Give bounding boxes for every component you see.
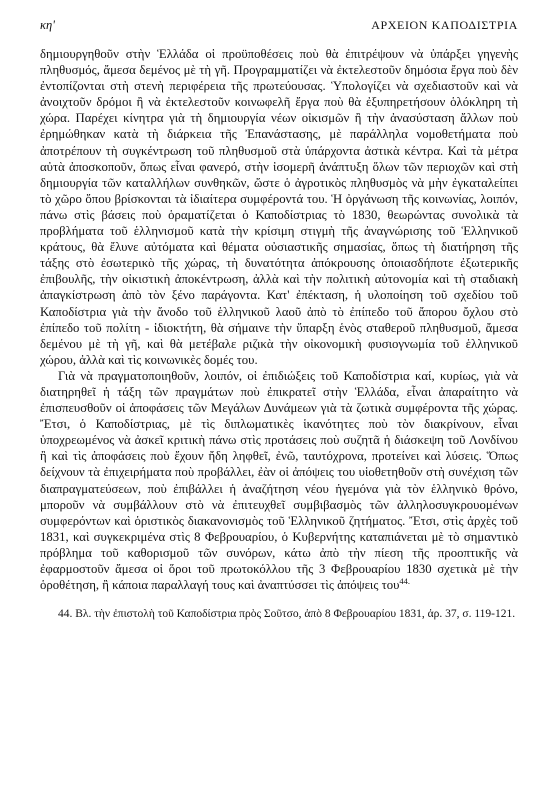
paragraph-2: [40, 368, 518, 593]
paragraph-1: δημιουργηθοῦν στὴν Ἑλλάδα οἱ προϋποθέσεις ποὺ θὰ ἐπιτρέψουν νὰ ὑπάρξει γηγενὴς πληθυσμός, ἄμεσα δεμένος μὲ τὴ γῆ. Προγραμματίζει νὰ ἐκτελεστοῦν δημόσια ἔργα ποὺ δὲν ἐντοπίζονται στὴ στενὴ περιφέρεια τῆς πρωτεύουσας. Ὑπολογίζει νὰ σχεδιαστοῦν καὶ νὰ ἀνοιχτοῦν δρόμοι ἢ νὰ ἐκτελεστοῦν κοινωφελῆ ἔργα ποὺ θὰ ἐξυπηρετήσουν ὁλόκληρη τὴ χώρα. Παρέχει κίνητρα γιὰ τὴ δημιουργία νέων οἰκισμῶν ἢ τὴν ἀνασύσταση ἄλλων ποὺ ἐρημώθηκαν κατὰ τὴ διάρκεια τῆς Ἐπανάστασης, μὲ παράλληλα νομοθετήματα ποὺ ἀποτρέπουν τὴ συγκέντρωση τοῦ πληθυσμοῦ στὰ ὑπάρχοντα ἀστικὰ κέντρα. Καὶ τὰ μέτρα αὐτὰ ἀποσκοποῦν, ὅπως εἶναι φανερό, στὴν ἰσομερῆ ἀνάπτυξη ὅλων τῶν περιοχῶν καὶ στὴ δημιουργία τῶν καταλλήλων συνθηκῶν, ὥστε ὁ ἀγροτικὸς πληθυσμὸς νὰ μὴν ἐγκαταλείπει τὸ χῶρο ὅπου βρίσκονται τὰ ἰδιαίτερα συμφέροντά του. Ἡ ὀργάνωση τῆς κοινωνίας, λοιπόν, πάνω στὶς βάσεις ποὺ ὁραματίζεται ὁ Καποδίστριας τὸ 1830, θεωρώντας συνολικὰ τὰ προβλήματα τοῦ ἑλληνισμοῦ κατὰ τὴν κρίσιμη στιγμὴ τῆς ἀναγνώρισης τοῦ Ἑλληνικοῦ κράτους, θὰ ἔλυνε αὐτόματα καὶ θέματα οὐσιαστικῆς σημασίας, ὅπως τὴ διατήρηση τῆς τάξης στὸ ἐσωτερικὸ τῆς χώρας, τὴ δυνατότητα ἀπόκρουσης ὁποιασδήποτε ἐξωτερικῆς ἐπιβουλῆς, τὴν οἰκιστικὴ ἀποκέντρωση, ἀλλὰ καὶ τὴν πολιτικὴ αὐτονομία καὶ τὴ σταδιακὴ ἀπαγκίστρωση ἀπὸ τὸν ξένο παράγοντα. Κατ' ἐπέκταση, ἡ υλοποίηση τοῦ σχεδίου τοῦ Καποδίστρια γιὰ τὴν ἄνοδο τοῦ ἑλληνικοῦ λαοῦ ἀπὸ τὸ ἐπίπεδο τοῦ ἄπορου ὄχλου στὸ ἐπίπεδο τοῦ πολίτη - ἰδιοκτήτη, θὰ σήμαινε τὴν ὕπαρξη ἑνὸς σταθεροῦ πληθυσμοῦ, ἄμεσα δεμένου μὲ τὴ γῆ, καὶ θὰ μετέβαλε ριζικὰ τὴν οἰκονομικὴ φυσιογνωμία τοῦ ἑλληνικοῦ χώρου, ἀλλὰ καὶ τὶς κοινωνικὲς δομές του.: [40, 47, 518, 367]
document-page: [40, 16, 518, 788]
footnote-44: 44. Βλ. τὴν ἐπιστολὴ τοῦ Καποδίστρια πρὸς Σοῦτσο, ἀπὸ 8 Φεβρουαρίου 1831, ἀρ. 37, σ. 119-121.: [58, 608, 516, 621]
running-title: ΑΡΧΕΙΟΝ ΚΑΠΟΔΙΣΤΡΙΑ: [371, 18, 518, 32]
page-number: κη': [40, 18, 55, 32]
footnotes: [40, 607, 518, 622]
page-header: [40, 16, 518, 38]
paragraph-2-text: Γιὰ νὰ πραγματοποιηθοῦν, λοιπόν, οἱ ἐπιδιώξεις τοῦ Καποδίστρια καί, κυρίως, γιὰ νὰ διατηρηθεῖ ἡ τάξη τῶν πραγμάτων ποὺ ἐπικρατεῖ στὴν Ἑλλάδα, εἶναι ἀπαραίτητο νὰ ἐπισπευσθοῦν οἱ ἀποφάσεις τῶν Μεγάλων Δυνάμεων γιὰ τὰ ζωτικὰ συμφέροντα τῆς χώρας. Ἔτσι, ὁ Καποδίστριας, μὲ τὶς διπλωματικὲς ἱκανότητες ποὺ τὸν διακρίνουν, εἶναι ὑποχρεωμένος νὰ ἀσκεῖ κριτικὴ πάνω στὶς προτάσεις ποὺ συζητᾶ ἡ διάσκεψη τοῦ Λονδίνου ἢ καὶ τὶς ἀποφάσεις ποὺ ἔχουν ἤδη ληφθεῖ, ἐνῶ, ταυτόχρονα, προτείνει καὶ λύσεις. Ὅπως δείχνουν τὰ ἐπιχειρήματα ποὺ προβάλλει, ἐὰν οἱ ἀπόψεις του υἱοθετηθοῦν στὴ συνέχιση τῶν διαπραγματεύσεων, ποὺ ἐπιβάλλει ἡ ἀναζήτηση νέου ἡγεμόνα γιὰ τὸν ἑλληνικὸ θρόνο, μποροῦν νὰ συμβάλλουν στὸ νὰ ἐπιτευχθεῖ συμβιβασμὸς τῶν ἀλληλοσυγκρουομένων συμφερόντων καὶ ὁριστικὸς διακανονισμὸς τοῦ Ἑλληνικοῦ ζητήματος. Ἔτσι, στὶς ἀρχὲς τοῦ 1831, καὶ συγκεκριμένα στὶς 8 Φεβρουαρίου, ὁ Κυβερνήτης καταπιάνεται μὲ τὸ σημαντικὸ πρόβλημα τοῦ καθορισμοῦ τῶν συνόρων, κάτω ἀπὸ τὴν πίεση τῆς προοπτικῆς νὰ ἐφαρμοστοῦν ἄμεσα οἱ ὅροι τοῦ πρωτοκόλλου τῆς 3 Φεβρουαρίου 1830 σχετικὰ μὲ τὴν ὁροθέτηση, ἢ κάποια παραλλαγή τους καὶ ἀναπτύσσει τὶς ἀπόψεις του: [40, 368, 518, 593]
footnote-reference[interactable]: 44.: [399, 575, 411, 586]
main-text: [40, 46, 518, 593]
